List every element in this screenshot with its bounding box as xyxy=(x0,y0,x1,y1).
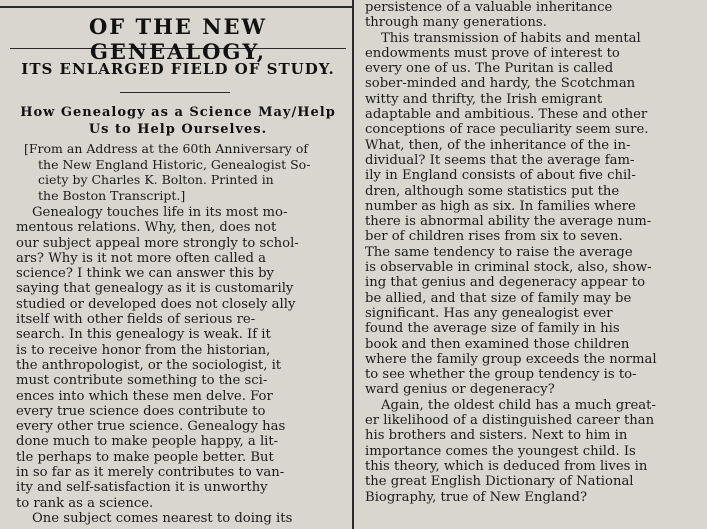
text-line: significant. Has any genealogist ever xyxy=(365,305,613,321)
text-line: be allied, and that size of family may be xyxy=(365,290,632,306)
text-line: conceptions of race peculiarity seem sure. xyxy=(365,122,649,138)
deck-line-2: Us to Help Ourselves. xyxy=(88,122,268,137)
text-line: to see whether the group tendency is to- xyxy=(365,367,637,383)
text-line: er likelihood of a distinguished career than xyxy=(365,413,655,429)
text-line: dividual? It seems that the average fam- xyxy=(365,152,635,168)
text-line: ily in England consists of about five chil- xyxy=(365,168,636,184)
text-line: One subject comes nearest to doing its xyxy=(32,510,293,526)
text-line: this theory, which is deduced from lives in xyxy=(365,458,648,474)
text-line: is to receive honor from the historian, xyxy=(16,342,271,358)
text-line: tle perhaps to make people better. But xyxy=(16,449,274,465)
deck-headline xyxy=(10,104,346,138)
text-line: in so far as it merely contributes to van- xyxy=(16,465,285,481)
text-line: The same tendency to raise the average xyxy=(365,244,633,260)
text-line: itself with other fields of serious re- xyxy=(16,312,256,328)
left-column xyxy=(10,0,346,529)
text-line: ity and self-satisfaction it is unworthy xyxy=(16,480,268,496)
text-line: persistence of a valuable inheritance xyxy=(365,0,613,15)
main-headline: OF THE NEW GENEALOGY, xyxy=(88,14,268,64)
text-line: through many generations. xyxy=(365,15,547,31)
text-line: found the average size of family in his xyxy=(365,321,620,337)
text-line: witty and thrifty, the Irish emigrant xyxy=(365,91,603,107)
text-line: book and then examined those children xyxy=(365,336,630,352)
text-line: sober-minded and hardy, the Scotchman xyxy=(365,76,636,92)
text-line: the Boston Transcript.] xyxy=(38,187,186,203)
text-line: must contribute something to the sci- xyxy=(16,373,268,389)
text-line: there is abnormal ability the average num- xyxy=(365,214,652,230)
text-line: Biography, true of New England? xyxy=(365,489,588,505)
text-line: every true science does contribute to xyxy=(16,403,266,419)
text-line: adaptable and ambitious. These and other xyxy=(365,107,648,123)
right-body-text xyxy=(365,0,698,505)
text-line: science? I think we can answer this by xyxy=(16,266,274,282)
deck-line-1: How Genealogy as a Science May/Help xyxy=(20,105,336,120)
text-line: studied or developed does not closely ally xyxy=(16,296,296,312)
text-line: the New England Historic, Genealogist So- xyxy=(38,156,311,172)
right-column xyxy=(361,0,698,529)
source-note xyxy=(24,141,346,203)
text-line: endowments must prove of interest to xyxy=(365,45,620,61)
text-line: ciety by Charles K. Bolton. Printed in xyxy=(38,172,274,187)
text-line: every other true science. Genealogy has xyxy=(16,419,286,435)
text-line: importance comes the youngest child. Is xyxy=(365,443,636,459)
column-divider xyxy=(352,0,354,529)
text-line: Genealogy touches life in its most mo- xyxy=(32,205,288,220)
text-line: dren, although some statistics put the xyxy=(365,183,620,199)
text-line: is observable in criminal stock, also, show- xyxy=(365,260,652,276)
text-line: ber of children rises from six to seven. xyxy=(365,229,623,245)
sub-headline: ITS ENLARGED FIELD OF STUDY. xyxy=(21,60,335,78)
left-body-text xyxy=(16,205,346,526)
text-line: done much to make people happy, a lit- xyxy=(16,434,279,450)
text-line: saying that genealogy as it is customarily xyxy=(16,281,294,297)
text-line: where the family group exceeds the normal xyxy=(365,351,657,367)
text-line: [From an Address at the 60th Anniversary of xyxy=(24,141,308,156)
text-line: ward genius or degeneracy? xyxy=(365,382,555,398)
text-line: to rank as a science. xyxy=(16,495,154,511)
text-line: ing that genius and degeneracy appear to xyxy=(365,275,646,291)
text-line: What, then, of the inheritance of the in- xyxy=(365,137,631,153)
text-line: ars? Why is it not more often called a xyxy=(16,250,267,266)
text-line: Again, the oldest child has a much great- xyxy=(381,397,656,413)
text-line: search. In this genealogy is weak. If it xyxy=(16,327,271,343)
text-line: the anthropologist, or the sociologist, it xyxy=(16,357,282,373)
text-line: This transmission of habits and mental xyxy=(381,30,641,46)
text-line: number as high as six. In families where xyxy=(365,198,636,214)
text-line: our subject appeal more strongly to schol- xyxy=(16,235,299,251)
text-line: the great English Dictionary of National xyxy=(365,474,634,490)
text-line: mentous relations. Why, then, does not xyxy=(16,220,277,236)
text-line: every one of us. The Puritan is called xyxy=(365,61,614,77)
text-line: his brothers and sisters. Next to him in xyxy=(365,428,628,444)
text-line: ences into which these men delve. For xyxy=(16,388,273,404)
